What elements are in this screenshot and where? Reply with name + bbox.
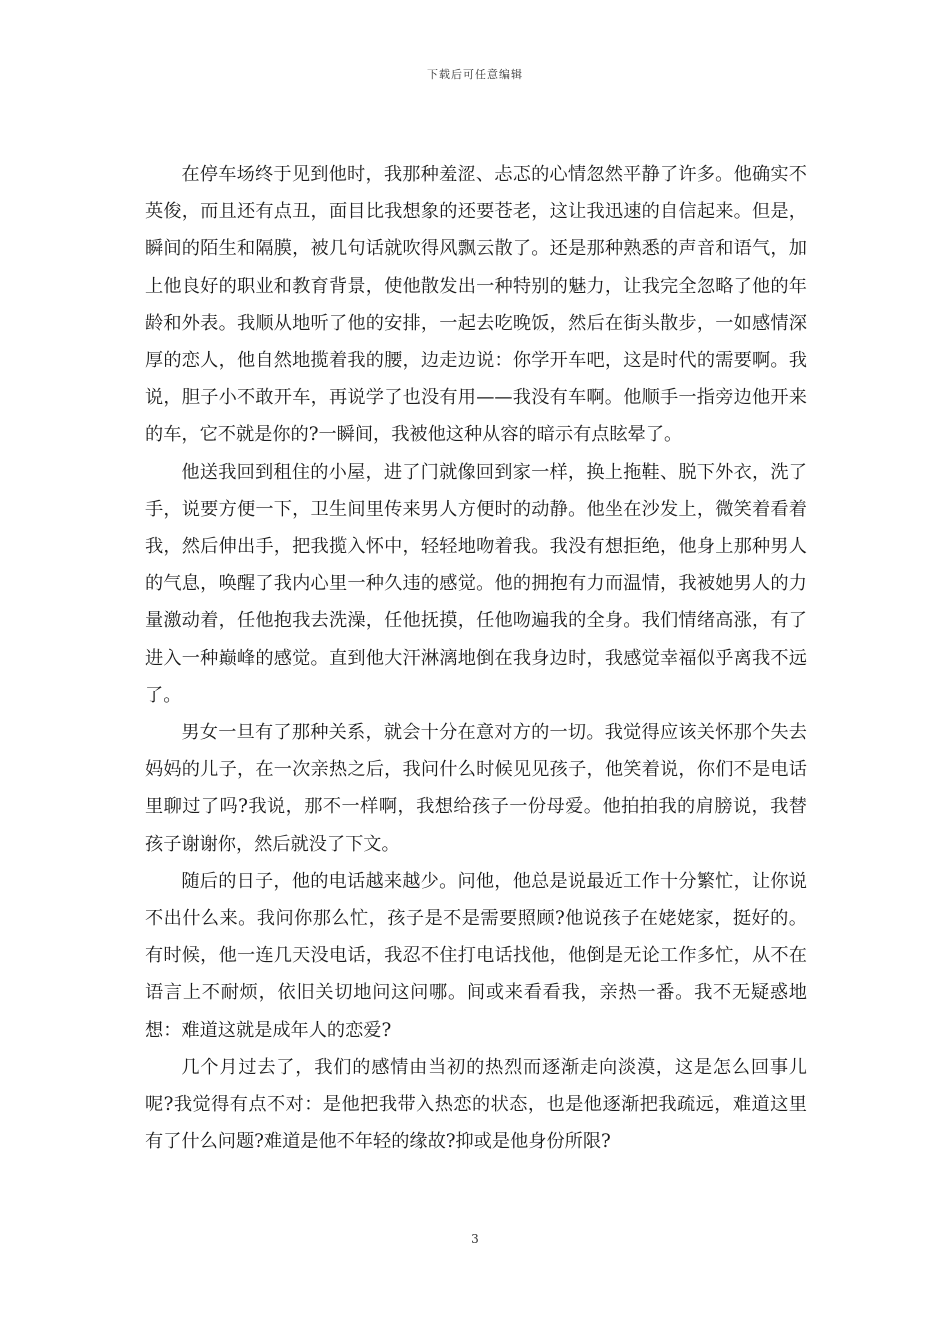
paragraph: 男女一旦有了那种关系，就会十分在意对方的一切。我觉得应该关怀那个失去妈妈的儿子，在一次亲热之后，我问什么时候见见孩子，他笑着说，你们不是电话里聊过了吗?我说，那不一样啊，我想给孩子一份母爱。他拍拍我的肩膀说，我替孩子谢谢你，然后就没了下文。 (145, 722, 807, 855)
document-body (145, 156, 807, 1160)
page-header: 下载后可任意编辑 (427, 68, 523, 81)
paragraph: 随后的日子，他的电话越来越少。问他，他总是说最近工作十分繁忙，让你说不出什么来。我问你那么忙，孩子是不是需要照顾?他说孩子在姥姥家，挺好的。有时候，他一连几天没电话，我忍不住打电话找他，他倒是无论工作多忙，从不在语言上不耐烦，依旧关切地问这问哪。间或来看看我，亲热一番。我不无疑惑地想：难道这就是成年人的恋爱? (145, 870, 807, 1041)
paragraph: 在停车场终于见到他时，我那种羞涩、忐忑的心情忽然平静了许多。他确实不英俊，而且还有点丑，面目比我想象的还要苍老，这让我迅速的自信起来。但是，瞬间的陌生和隔膜，被几句话就吹得风飘云散了。还是那种熟悉的声音和语气，加上他良好的职业和教育背景，使他散发出一种特别的魅力，让我完全忽略了他的年龄和外表。我顺从地听了他的安排，一起去吃晚饭，然后在街头散步，一如感情深厚的恋人，他自然地揽着我的腰，边走边说：你学开车吧，这是时代的需要啊。我说，胆子小不敢开车，再说学了也没有用——我没有车啊。他顺手一指旁边他开来的车，它不就是你的?一瞬间，我被他这种从容的暗示有点眩晕了。 (145, 164, 807, 446)
page-number: 3 (471, 1232, 479, 1246)
paragraph: 他送我回到租住的小屋，进了门就像回到家一样，换上拖鞋、脱下外衣，洗了手，说要方便一下，卫生间里传来男人方便时的动静。他坐在沙发上，微笑着看着我，然后伸出手，把我揽入怀中，轻轻地吻着我。我没有想拒绝，他身上那种男人的气息，唤醒了我内心里一种久违的感觉。他的拥抱有力而温情，我被她男人的力量激动着，任他抱我去洗澡，任他抚摸，任他吻遍我的全身。我们情绪高涨，有了进入一种巅峰的感觉。直到他大汗淋漓地倒在我身边时，我感觉幸福似乎离我不远了。 (145, 461, 807, 706)
paragraph: 几个月过去了，我们的感情由当初的热烈而逐渐走向淡漠，这是怎么回事儿呢?我觉得有点不对：是他把我带入热恋的状态，也是他逐渐把我疏远，难道这里有了什么问题?难道是他不年轻的缘故?抑或是他身份所限? (145, 1056, 807, 1153)
